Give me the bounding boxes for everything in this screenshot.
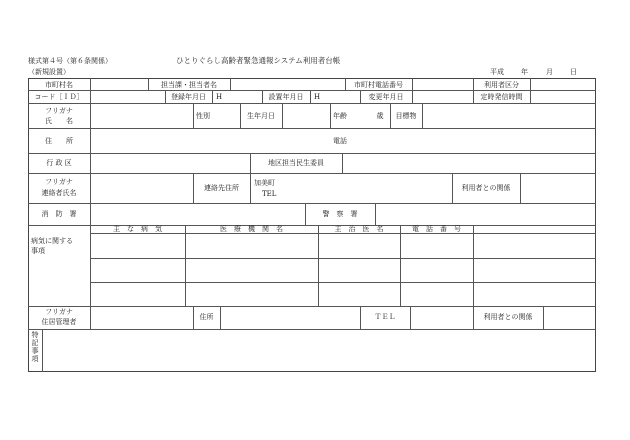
registration-date-label: 登録年月日	[171, 93, 206, 101]
contact-relation-label: 利用者との関係	[461, 184, 511, 192]
code-id-label: コード［ＩＤ］	[34, 93, 84, 101]
user-name-label: 氏 名	[45, 117, 73, 125]
col-institution-header: 医 療 機 関 名	[220, 225, 283, 233]
row-line	[28, 329, 596, 330]
phone-label: 電話	[333, 137, 347, 145]
row-line	[28, 128, 596, 129]
contact-name-label: 連絡者氏名	[41, 189, 77, 197]
row-line	[28, 173, 596, 174]
row-line	[90, 282, 596, 283]
user-category-label: 利用者区分	[484, 81, 519, 89]
installation-era: H	[314, 93, 321, 101]
date-year-label: 年	[521, 68, 528, 76]
date-day-label: 日	[570, 68, 577, 76]
manager-tel-label: ＴＥＬ	[374, 313, 396, 321]
row-line	[28, 103, 596, 104]
contact-address-label: 連絡先住所	[204, 184, 239, 192]
form-number: 様式第４号（第６条関係）	[28, 57, 112, 65]
address-label: 住 所	[45, 137, 73, 145]
age-unit: 歳	[376, 112, 384, 120]
fire-station-label: 消 防 署	[41, 210, 77, 218]
medical-section-label-2: 事項	[31, 247, 45, 255]
change-date-label: 変更年月日	[368, 93, 404, 101]
installation-date-label: 設置年月日	[268, 93, 304, 101]
col-disease-header: 主 な 病 気	[113, 225, 162, 233]
registration-era: H	[216, 93, 223, 101]
contact-address-value: 加美町	[254, 179, 275, 187]
police-station-label: 警 察 署	[322, 210, 358, 218]
birth-date-label: 生年月日	[247, 112, 275, 120]
sex-label: 性別	[196, 112, 210, 120]
welfare-commissioner-label: 地区担当民生委員	[268, 159, 324, 167]
age-label: 年齢	[333, 112, 347, 120]
municipality-phone-label: 市町村電話番号	[354, 81, 403, 89]
date-month-label: 月	[546, 68, 553, 76]
row-line	[28, 90, 596, 91]
new-setup-label: （新規設置）	[28, 68, 70, 76]
form-title: ひとりぐらし高齢者緊急通報システム利用者台帳	[176, 56, 341, 65]
section-person-label: 担当課・担当者名	[161, 81, 217, 89]
manager-name-label: 住居管理者	[41, 318, 77, 326]
date-era: 平成	[490, 68, 504, 76]
col-phone-header: 電 話 番 号	[412, 225, 461, 233]
contact-tel-label: TEL	[262, 190, 277, 198]
row-line	[28, 203, 596, 204]
user-furigana-label: フリガナ	[45, 107, 73, 115]
municipality-label: 市町村名	[45, 81, 73, 89]
landmark-label: 目標物	[395, 112, 417, 120]
row-line	[28, 153, 596, 154]
col-doctor-header: 主 治 医 名	[334, 225, 384, 233]
scheduled-call-time-label: 定時発信時間	[480, 93, 523, 101]
row-line	[28, 306, 596, 307]
manager-relation-label: 利用者との関係	[483, 313, 533, 321]
medical-section-label: 病気に関する	[31, 237, 73, 245]
contact-furigana-label: フリガナ	[45, 178, 73, 186]
row-line	[90, 233, 596, 234]
ward-label: 行 政 区	[46, 159, 72, 167]
manager-furigana-label: フリガナ	[45, 308, 73, 316]
notes-label: 特記事項	[31, 331, 39, 363]
manager-address-label: 住所	[199, 313, 214, 321]
row-line	[90, 258, 596, 259]
